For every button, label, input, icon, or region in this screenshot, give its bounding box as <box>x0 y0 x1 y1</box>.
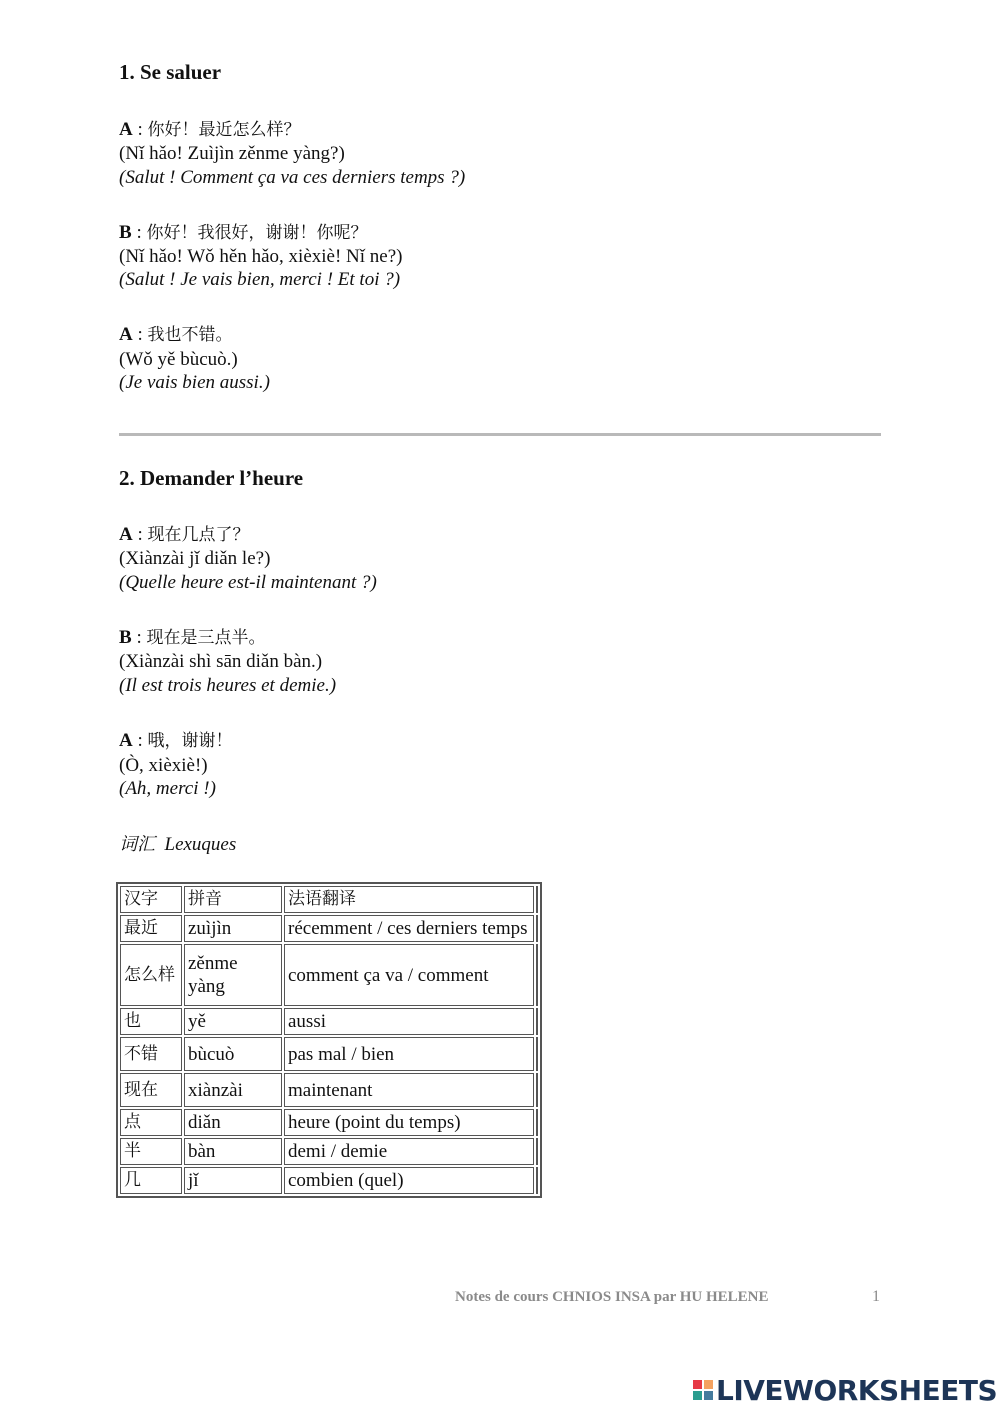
cell-translation: pas mal / bien <box>284 1037 534 1071</box>
lexique-title <box>119 830 236 856</box>
page-footer: Notes de cours CHNIOS INSA par HU HELENE <box>455 1289 769 1305</box>
pinyin-text: (Nǐ hǎo! Wǒ hěn hǎo, xièxiè! Nǐ ne?) <box>119 246 403 267</box>
cell-pinyin: xiànzài <box>184 1073 282 1107</box>
cell-hanzi: 几 <box>120 1167 182 1194</box>
section-divider <box>119 433 881 436</box>
cell-translation: demi / demie <box>284 1138 534 1165</box>
pinyin-text: (Nǐ hǎo! Zuìjìn zěnme yàng?) <box>119 143 345 164</box>
speaker-label: B <box>119 627 132 648</box>
dialogue-line: A : 你好！最近怎么样？ <box>119 119 301 140</box>
cell-translation: combien (quel) <box>284 1167 534 1194</box>
liveworksheets-logo <box>693 1372 997 1408</box>
brand-logo-icon <box>693 1380 713 1400</box>
table-row <box>120 1073 538 1107</box>
french-translation: (Je vais bien aussi.) <box>119 372 270 393</box>
chinese-text: 我也不错。 <box>147 325 233 345</box>
section-2-title: 2. Demander l’heure <box>119 466 304 490</box>
lexique-title-fr: Lexuques <box>164 834 237 855</box>
cell-translation: heure (point du temps) <box>284 1109 534 1136</box>
cell-hanzi: 点 <box>120 1109 182 1136</box>
cell-hanzi: 现在 <box>120 1073 182 1107</box>
cell-hanzi: 怎么样 <box>120 944 182 1006</box>
page-number: 1 <box>872 1288 880 1305</box>
speaker-label: B <box>119 222 132 243</box>
dialogue-line: A : 我也不错。 <box>119 324 233 345</box>
dialogue-line: A : 哦，谢谢！ <box>119 730 233 751</box>
speaker-label: A <box>119 730 133 751</box>
logo-square <box>704 1391 713 1400</box>
chinese-text: 现在是三点半。 <box>146 628 266 648</box>
table-row <box>120 1008 538 1035</box>
french-translation: (Salut ! Je vais bien, merci ! Et toi ?) <box>119 269 401 290</box>
cell-pinyin: yě <box>184 1008 282 1035</box>
speaker-label: A <box>119 119 133 140</box>
french-translation: (Quelle heure est-il maintenant ?) <box>119 572 377 593</box>
pinyin-text: (Xiànzài jǐ diǎn le?) <box>119 548 271 569</box>
table-row <box>120 944 538 1006</box>
speaker-label: A <box>119 324 133 345</box>
cell-hanzi: 最近 <box>120 915 182 942</box>
header-translation: 法语翻译 <box>284 886 534 913</box>
speaker-label: A <box>119 524 133 545</box>
table-row <box>120 1167 538 1194</box>
cell-pinyin: diǎn <box>184 1109 282 1136</box>
header-pinyin: 拼音 <box>184 886 282 913</box>
cell-pinyin: bùcuò <box>184 1037 282 1071</box>
cell-translation: comment ça va / comment <box>284 944 534 1006</box>
table-row <box>120 1109 538 1136</box>
pinyin-text: (Ò, xièxiè!) <box>119 755 208 776</box>
chinese-text: 你好！最近怎么样？ <box>147 120 301 140</box>
cell-pinyin: zuìjìn <box>184 915 282 942</box>
table-row <box>120 1037 538 1071</box>
cell-pinyin: jǐ <box>184 1167 282 1194</box>
french-translation: (Ah, merci !) <box>119 778 216 799</box>
cell-translation: récemment / ces derniers temps <box>284 915 534 942</box>
chinese-text: 你好！我很好，谢谢！你呢？ <box>146 223 368 243</box>
cell-hanzi: 不错 <box>120 1037 182 1071</box>
cell-translation: aussi <box>284 1008 534 1035</box>
french-translation: (Il est trois heures et demie.) <box>119 675 337 696</box>
table-row <box>120 1138 538 1165</box>
french-translation: (Salut ! Comment ça va ces derniers temps ?) <box>119 167 466 188</box>
chinese-text: 现在几点了？ <box>147 525 250 545</box>
cell-pinyin: bàn <box>184 1138 282 1165</box>
vocabulary-table <box>116 882 542 1198</box>
cell-hanzi: 半 <box>120 1138 182 1165</box>
pinyin-text: (Xiànzài shì sān diǎn bàn.) <box>119 651 323 672</box>
lexique-title-zh: 词汇 <box>119 834 155 855</box>
cell-pinyin: zěnme yàng <box>184 944 282 1006</box>
logo-square <box>693 1391 702 1400</box>
logo-square <box>693 1380 702 1389</box>
logo-square <box>704 1380 713 1389</box>
section-1-title: 1. Se saluer <box>119 60 222 84</box>
dialogue-line: A : 现在几点了？ <box>119 524 250 545</box>
chinese-text: 哦，谢谢！ <box>147 731 233 751</box>
cell-translation: maintenant <box>284 1073 534 1107</box>
dialogue-line: B : 现在是三点半。 <box>119 627 266 648</box>
table-row <box>120 915 538 942</box>
header-hanzi: 汉字 <box>120 886 182 913</box>
table-header-row <box>120 886 538 913</box>
brand-name: LIVEWORKSHEETS <box>716 1373 998 1407</box>
cell-hanzi: 也 <box>120 1008 182 1035</box>
dialogue-line: B : 你好！我很好，谢谢！你呢？ <box>119 222 368 243</box>
pinyin-text: (Wǒ yě bùcuò.) <box>119 349 238 370</box>
